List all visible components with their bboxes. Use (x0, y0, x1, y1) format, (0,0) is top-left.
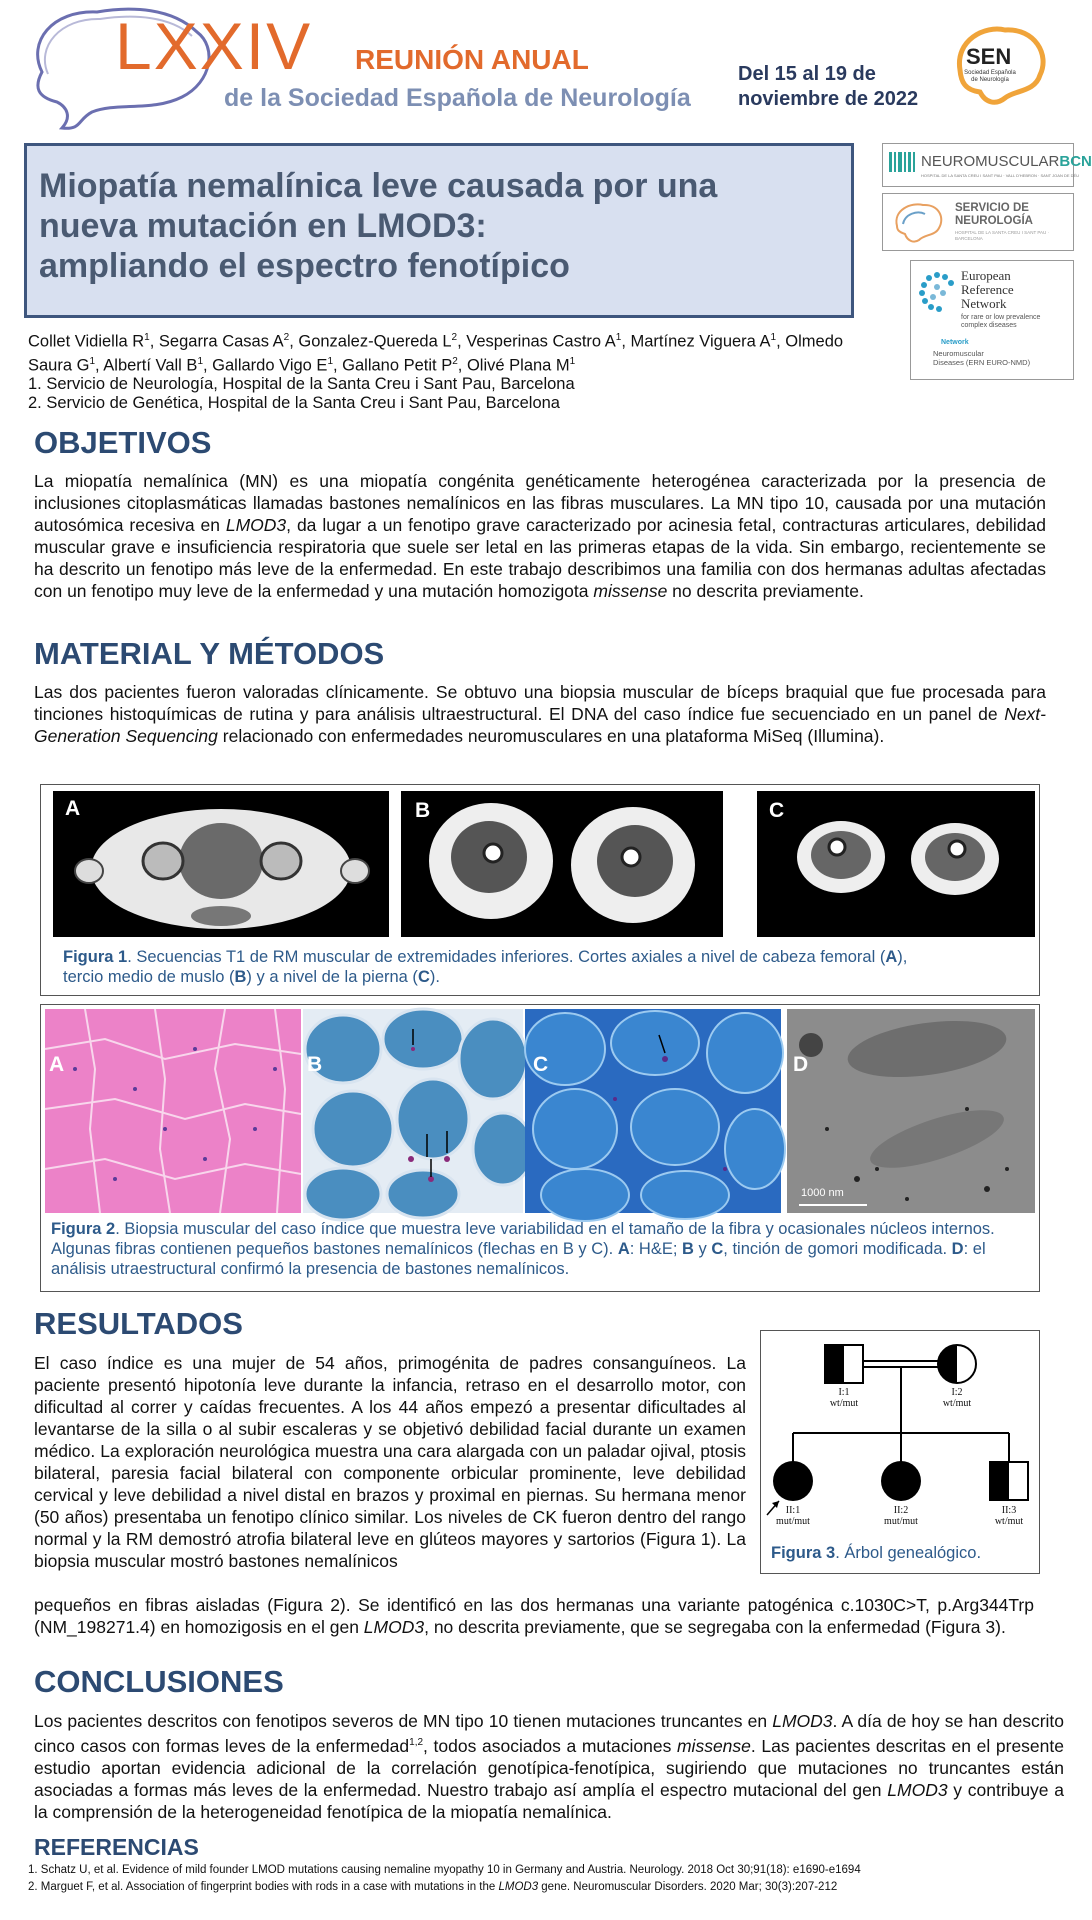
conclusiones-text-3: , todos asociados a mutaciones (423, 1735, 677, 1756)
pedigree-id: II:1 (785, 1505, 801, 1516)
affil-sup: 1 (615, 332, 622, 343)
pedigree-male-i1-half (825, 1345, 844, 1383)
affil-sup: 2 (452, 355, 458, 367)
figure1-label-b: B (415, 799, 431, 822)
pedigree-id: II:3 (1001, 1505, 1017, 1516)
author: , Gonzalez-Quereda L (289, 332, 452, 351)
authors-block (28, 328, 868, 413)
pedigree-label-i2 (942, 1387, 972, 1409)
gomori-stain-image-c (525, 1009, 781, 1213)
figure2-caption-text: : H&E; (629, 1240, 683, 1258)
objetivos-text-1: La miopatía nemalínica (MN) es una miopatía congénita genéticamente heterogénea caracterizada por la presencia de inclusiones citoplasmáticas llamadas bastones nemalínicos en las fibras musculares. La MN tipo 10, causada por una mutación autosómica recesiva en (34, 471, 1046, 535)
figure2-label-d: D (793, 1053, 809, 1076)
gomori-stain-image-b (303, 1009, 523, 1213)
conclusiones-text (34, 1710, 1064, 1823)
pedigree-female-i2-half (938, 1345, 957, 1383)
mri-femoral-head-image (53, 791, 389, 937)
figure1-caption-text: . Secuencias T1 de RM muscular de extremidades inferiores. Cortes axiales a nivel de cabeza femoral ( (127, 948, 886, 966)
conclusiones-text-1: Los pacientes descritos con fenotipos severos de MN tipo 10 tienen mutaciones truncantes en (34, 1711, 773, 1731)
affil-sup: 2 (451, 332, 458, 343)
neurology-brain-icon (891, 200, 947, 246)
author: , Vesperinas Castro A (457, 332, 616, 351)
logo3-line-5: complex diseases (961, 322, 1017, 329)
figure2-caption-text: y (693, 1240, 712, 1258)
figure1-label-c: C (769, 799, 785, 822)
pedigree-female-ii2 (881, 1461, 921, 1501)
logo3-line-1: European (961, 268, 1011, 283)
pedigree-label-i1 (829, 1387, 859, 1409)
figure2-caption-ref: D (951, 1240, 964, 1258)
reference-1: 1. Schatz U, et al. Evidence of mild founder LMOD mutations causing nemaline myopathy 10 in Germany and Austria. Neurology. 2018 Oct 30;91(18): e1690-e1694 (28, 1864, 861, 1876)
gene-name: LMOD3 (887, 1779, 948, 1800)
pedigree-genotype: mut/mut (884, 1516, 918, 1527)
affiliation-2: 2. Servicio de Genética, Hospital de la Santa Creu i Sant Pau, Barcelona (28, 394, 560, 412)
figure1-title: Figura 1 (63, 948, 128, 966)
logo2-line-2: NEUROLOGÍA (955, 215, 1033, 227)
figure2-label-b: B (307, 1053, 323, 1076)
logo3-line-6: Network (941, 339, 969, 346)
figure1-caption (63, 947, 1033, 987)
he-stain-image (45, 1009, 301, 1213)
figure-3 (760, 1330, 1040, 1574)
title-line-1: Miopatía nemalínica leve causada por una (39, 167, 718, 205)
affil-sup: 2 (283, 332, 290, 343)
mri-mid-thigh-image (401, 791, 723, 937)
logo3-line-7: Neuromuscular (933, 349, 984, 358)
dates-line-2: noviembre de 2022 (738, 88, 919, 110)
objetivos-heading: OBJETIVOS (34, 425, 212, 460)
pedigree-female-ii1 (773, 1461, 813, 1501)
figure3-caption (771, 1543, 1031, 1563)
sen-logo-subtitle: Sociedad Española de Neurología (964, 70, 1016, 83)
meeting-dates (738, 62, 928, 112)
resultados-text-2 (34, 1594, 1034, 1638)
pedigree-id: I:2 (951, 1387, 963, 1398)
reference-sup: 1,2 (409, 1737, 424, 1748)
pedigree-genotype: wt/mut (829, 1398, 859, 1409)
missense-term: missense (593, 581, 668, 601)
conclusiones-text-4: . Las pacientes descritas en el presente estudio aportan evidencia adicional de la correlación genotípica-fenotípica, sugiriendo que mutaciones no truncantes están asociadas a formas más leves de la enfermedad. Nuestro trabajo así amplía el espectro mutacional del gen (34, 1735, 1064, 1800)
electron-microscopy-image (787, 1009, 1035, 1213)
figure-2 (40, 1004, 1040, 1292)
figure2-caption-ref: B (682, 1240, 694, 1258)
logo2-line-1: SERVICIO DE (955, 202, 1029, 214)
author: , Albertí Vall B (95, 356, 198, 374)
logo1-subtitle: HOSPITAL DE LA SANTA CREU I SANT PAU · VALL D'HEBRON · SANT JOAN DE DÉU (921, 173, 1080, 178)
referencias-heading: REFERENCIAS (34, 1834, 199, 1860)
author: , Olivé Plana M (457, 356, 570, 374)
figure1-caption-ref: C (417, 968, 430, 986)
conclusiones-heading: CONCLUSIONES (34, 1664, 284, 1699)
em-scale-label: 1000 nm (801, 1187, 844, 1199)
author: , Segarra Casas A (149, 332, 284, 351)
resultados-heading: RESULTADOS (34, 1306, 243, 1341)
pedigree-label-ii3 (991, 1505, 1027, 1527)
title-line-2: nueva mutación en LMOD3: (39, 207, 487, 245)
conclusiones-text-5: y contribuye a la comprensión de la heterogeneidad fenotípica de la miopatía nemalínica. (34, 1779, 1064, 1822)
objetivos-text-3: no descrita previamente. (667, 581, 864, 601)
figure3-caption-text: . Árbol genealógico. (835, 1544, 982, 1562)
reference-2 (28, 1879, 1068, 1896)
resultados-text-2b: , no descrita previamente, que se segregaba con la enfermedad (Figura 3). (424, 1617, 1006, 1637)
pedigree-id: II:2 (893, 1505, 909, 1516)
poster-title (39, 166, 839, 286)
author: , Gallardo Vigo E (203, 356, 328, 374)
figure2-caption-ref: C (711, 1240, 724, 1258)
pedigree-genotype: mut/mut (776, 1516, 810, 1527)
title-line-3: ampliando el espectro fenotípico (39, 247, 570, 285)
barcode-icon (889, 152, 917, 174)
conclusiones-text-2: . A día de hoy se han descrito cinco casos con formas leves de la enfermedad (34, 1711, 1064, 1756)
metodos-text-1: Las dos pacientes fueron valoradas clínicamente. Se obtuvo una biopsia muscular de bíceps braquial que fue procesada para tinciones histoquímicas de rutina y para análisis ultraestructural. El DNA del caso índice fue secuenciado en un panel de (34, 682, 1046, 724)
logo1-text: NEUROMUSCULAR (921, 153, 1060, 170)
logo3-line-8: Diseases (ERN EURO-NMD) (933, 358, 1031, 367)
figure-1 (40, 784, 1040, 996)
header-banner (0, 0, 1081, 140)
logo3-line-3: Network (961, 296, 1007, 311)
references-list (28, 1862, 1068, 1896)
title-box (24, 143, 854, 318)
gene-name: LMOD3 (772, 1711, 833, 1731)
figure1-caption-ref: A (885, 948, 898, 966)
pedigree-label-ii2 (883, 1505, 919, 1527)
figure2-title: Figura 2 (51, 1220, 116, 1238)
figure1-caption-text: ) y a nivel de la pierna ( (246, 968, 418, 986)
affil-sup: 1 (770, 332, 777, 343)
logo1-bold: BCN (1059, 153, 1092, 170)
metodos-text-2: relacionado con enfermedades neuromusculares en una plataforma MiSeq (Illumina). (217, 726, 885, 746)
society-name: de la Sociedad Española de Neurología (224, 84, 691, 112)
author-list (28, 328, 868, 375)
figure2-label-c: C (533, 1053, 549, 1076)
resultados-text-2a: pequeños en fibras aisladas (Figura 2). Se identificó en las dos hermanas una variante patogénica c.1030C>T, p.Arg344Trp (NM_198271.4) en homozigosis en el gen (34, 1595, 1034, 1637)
resultados-text-1: El caso índice es una mujer de 54 años, primogénita de padres consanguíneos. La paciente presentó hipotonía leve durante la infancia, retraso en el desarrollo motor, con dificultad al correr y caídas frecuentes. A los 44 años empezó a presentar dificultades al levantarse de la silla o al subir escaleras y se objetivó debilidad facial durante un examen médico. La exploración neurológica muestra una cara alargada con un paladar ojival, ptosis bilateral, paresia facial bilateral con componente orbicular prominente, leve debilidad cervical y leve debilidad a nivel distal en brazos y proximal en piernas. Su hermana menor (50 años) presentaba un fenotipo clínico similar. Los niveles de CK fueron dentro del rango normal y la RM demostró atrofia bilateral leve en glúteos mayores y sartorios (Figura 1). La biopsia muscular mostró bastones nemalínicos (34, 1353, 746, 1571)
author: , Gallano Petit P (333, 356, 453, 374)
affil-sup: 1 (197, 355, 203, 367)
author: Collet Vidiella R (28, 332, 145, 351)
logo2-subtitle: HOSPITAL DE LA SANTA CREU I SANT PAU · BARCELONA (955, 230, 1050, 241)
figure2-label-a: A (49, 1053, 65, 1076)
logo3-line-2: Reference (961, 282, 1014, 297)
figure3-title: Figura 3 (771, 1544, 836, 1562)
figure2-caption-ref: A (617, 1240, 630, 1258)
metodos-heading: MATERIAL Y MÉTODOS (34, 636, 385, 671)
meeting-number: LXXIV (115, 9, 313, 83)
objetivos-text (34, 470, 1046, 602)
objetivos-text-2: , da lugar a un fenotipo grave caracterizado por acinesia fetal, contracturas articulares, debilidad muscular grave e insuficiencia respiratoria que suele ser letal en las primeras etapas de la vida. Sin embargo, recientemente se ha descrito un fenotipo más leve de la enfermedad. En este trabajo describimos una familia con dos hermanas adultas afectadas con un fenotipo muy leve de la enfermedad y una mutación homozigota (34, 515, 1046, 601)
pedigree-male-ii3-half (990, 1462, 1009, 1500)
pedigree-label-ii1 (775, 1505, 811, 1527)
ngs-term: Next-Generation Sequencing (34, 704, 1046, 746)
figure2-caption (51, 1219, 1031, 1279)
figure2-caption-text: : el análisis utraestructural confirmó la presencia de bastones nemalínicos. (51, 1240, 986, 1278)
figure2-caption-text: , tinción de gomori modificada. (723, 1240, 952, 1258)
pedigree-tree (761, 1331, 1039, 1531)
neuromuscular-bcn-logo (882, 143, 1092, 187)
figure1-caption-text: ), (897, 948, 908, 966)
pedigree-genotype: wt/mut (994, 1516, 1024, 1527)
author: , Olmedo Saura G (28, 332, 844, 374)
ern-logo (910, 260, 1074, 380)
servicio-neurologia-logo (882, 193, 1074, 251)
missense-term: missense (676, 1735, 751, 1756)
gene-name: LMOD3 (225, 515, 287, 535)
affil-sup: 1 (327, 355, 333, 367)
affil-sup: 1 (144, 332, 150, 343)
meeting-label: REUNIÓN ANUAL (355, 44, 589, 75)
figure1-label-a: A (65, 797, 81, 820)
author: , Martínez Viguera A (621, 332, 771, 351)
ern-dots-icon (917, 269, 957, 313)
pedigree-genotype: wt/mut (942, 1398, 972, 1409)
affil-sup: 1 (89, 355, 96, 367)
figure1-caption-text: tercio medio de muslo ( (63, 968, 235, 986)
figure2-caption-text: . Biopsia muscular del caso índice que muestra leve variabilidad en el tamaño de la fibra y ocasionales núcleos internos. Algunas fibras contienen pequeños bastones nemalínicos (flechas en B y C). (51, 1220, 995, 1258)
logo3-line-4: for rare or low prevalence (961, 314, 1041, 321)
pedigree-id: I:1 (838, 1387, 850, 1398)
metodos-text (34, 681, 1046, 747)
figure1-caption-ref: B (234, 968, 247, 986)
reference-2-text: gene. Neuromuscular Disorders. 2020 Mar; 30(3):207-212 (538, 1881, 838, 1893)
sen-logo-text: SEN (966, 44, 1012, 69)
figure1-caption-text: ). (429, 968, 440, 986)
reference-2-text: 2. Marguet F, et al. Association of fingerprint bodies with rods in a case with mutations in the (28, 1881, 499, 1893)
affil-sup: 1 (569, 355, 576, 367)
gene-name: LMOD3 (498, 1881, 539, 1893)
affiliation-1: 1. Servicio de Neurología, Hospital de la Santa Creu i Sant Pau, Barcelona (28, 375, 575, 393)
gene-name: LMOD3 (363, 1617, 425, 1637)
dates-line-1: Del 15 al 19 de (738, 63, 876, 85)
mri-leg-image (757, 791, 1035, 937)
